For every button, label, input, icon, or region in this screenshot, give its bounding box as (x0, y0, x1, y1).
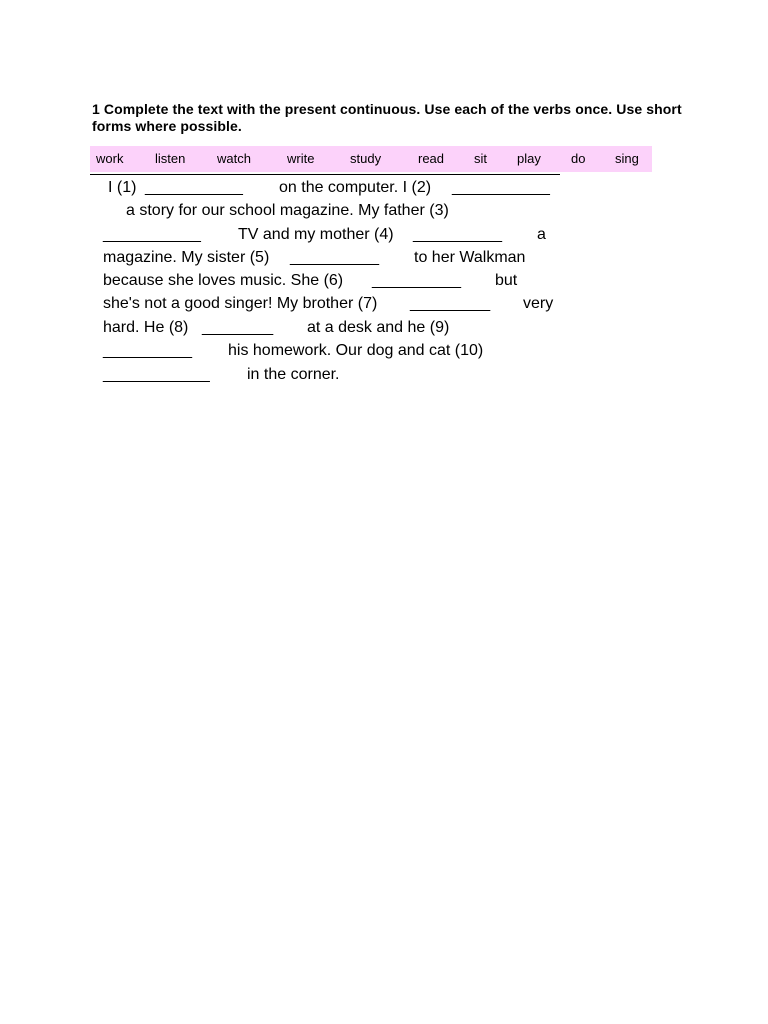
passage-text-fragment: because she loves music. She (6) (103, 272, 344, 289)
passage-text-fragment: in the corner. (247, 366, 340, 383)
answer-blank-3: ___________ (103, 226, 201, 243)
passage-text-fragment: on the computer. I (2) (279, 179, 432, 196)
answer-blank-2: ___________ (452, 179, 550, 196)
verb-read: read (418, 151, 445, 166)
answer-blank-5: __________ (290, 249, 379, 266)
passage-text-fragment: I (1) (108, 179, 137, 196)
answer-blank-4: __________ (413, 226, 502, 243)
answer-blank-1: ___________ (145, 179, 243, 196)
answer-blank-10: ____________ (103, 366, 210, 383)
verb-play: play (517, 151, 541, 166)
passage-text-fragment: magazine. My sister (5) (103, 249, 270, 266)
answer-blank-6: __________ (372, 272, 461, 289)
passage-text-fragment: she's not a good singer! My brother (7) (103, 295, 378, 312)
passage-text-fragment: a (537, 226, 546, 243)
passage-text-fragment: to her Walkman (414, 249, 526, 266)
passage-text-fragment: a story for our school magazine. My father (3) (126, 202, 449, 219)
verb-watch: watch (217, 151, 251, 166)
verb-do: do (571, 151, 586, 166)
verb-listen: listen (155, 151, 186, 166)
passage-text-fragment: hard. He (8) (103, 319, 189, 336)
answer-blank-7: _________ (410, 295, 491, 312)
verb-write: write (287, 151, 315, 166)
passage-text-fragment: his homework. Our dog and cat (10) (228, 342, 484, 359)
verb-study: study (350, 151, 382, 166)
answer-blank-9: __________ (103, 342, 192, 359)
answer-blank-8: ________ (202, 319, 274, 336)
passage-text-fragment: very (523, 295, 554, 312)
passage-text-fragment: but (495, 272, 518, 289)
passage-text-fragment: TV and my mother (4) (238, 226, 394, 243)
verb-sit: sit (474, 151, 487, 166)
exercise-instructions: 1 Complete the text with the present continuous. Use each of the verbs once. Use short forms where possible. (92, 101, 682, 134)
verb-work: work (96, 151, 124, 166)
verb-sing: sing (615, 151, 639, 166)
passage-text-fragment: at a desk and he (9) (307, 319, 450, 336)
